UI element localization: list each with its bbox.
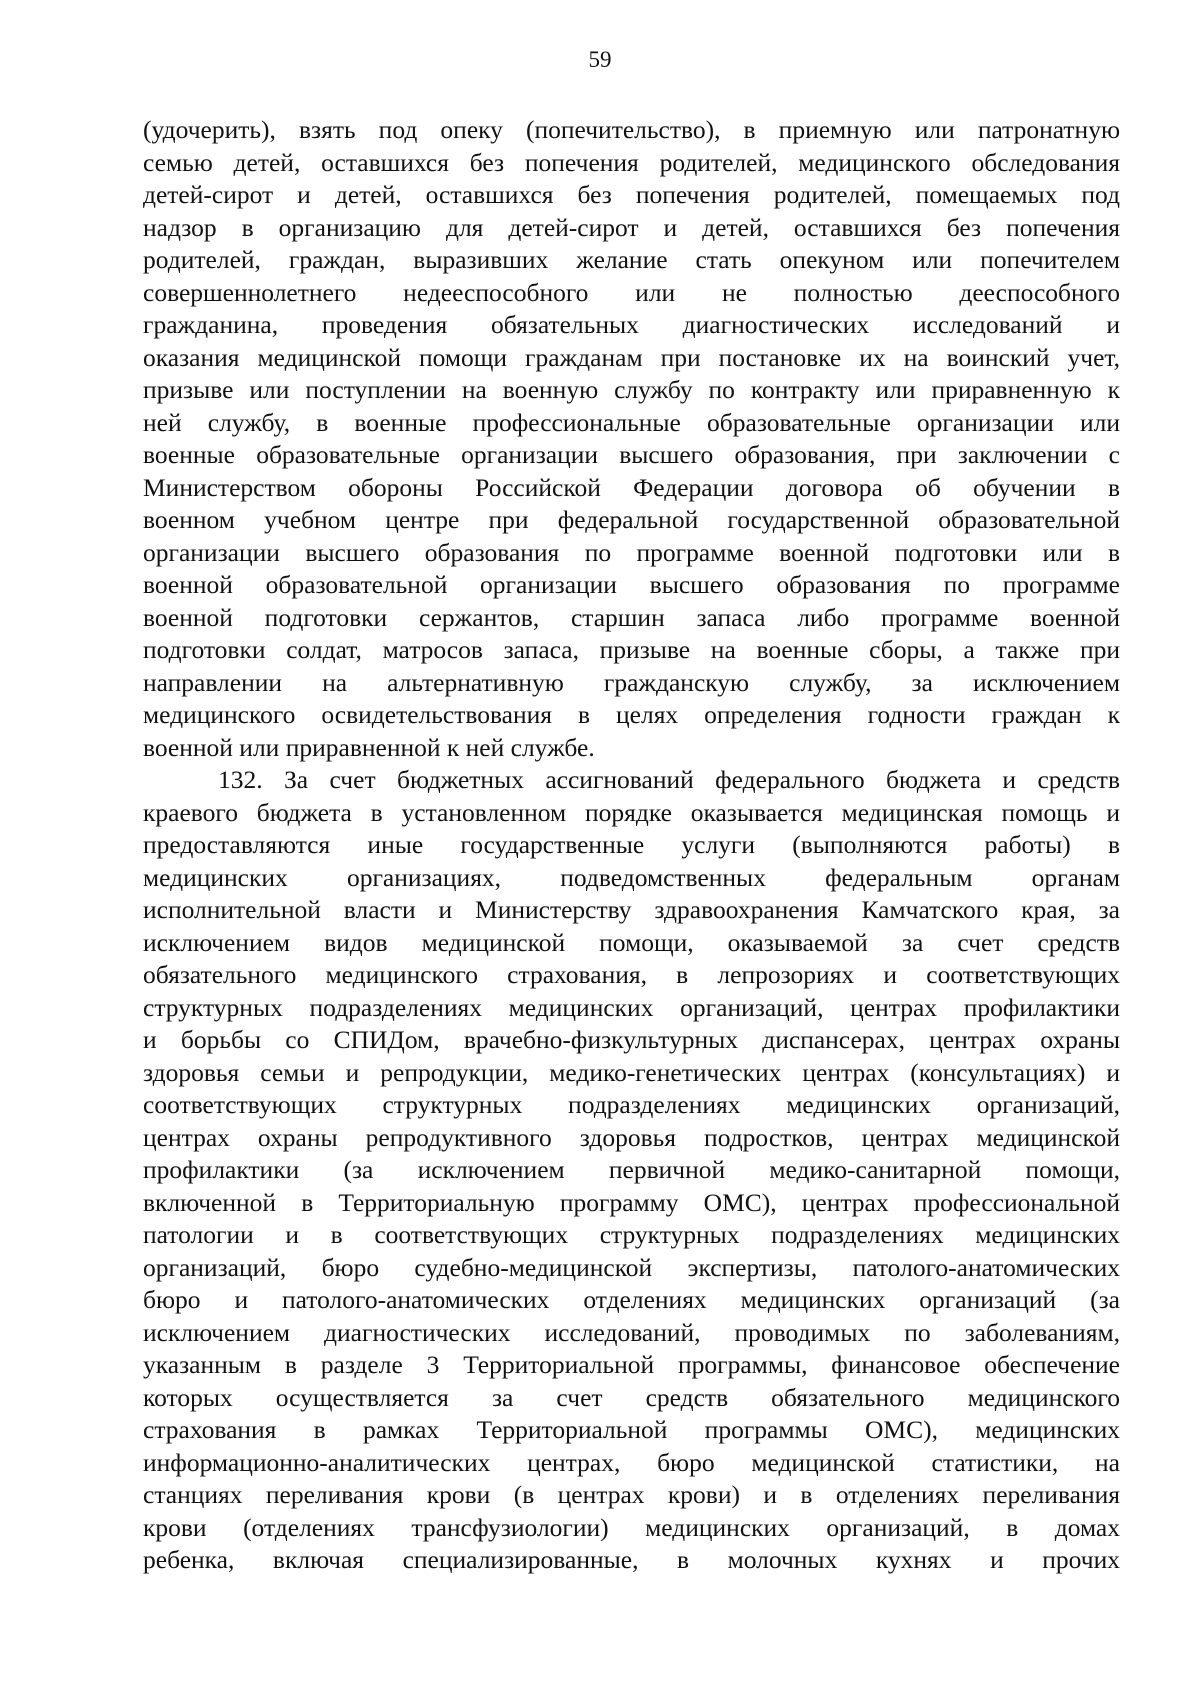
text-line: исключением видов медицинской помощи, оказываемой за счет средств [143,927,1120,957]
text-line: крови (отделениях трансфузиологии) медицинских организаций, в домах [143,1512,1120,1542]
text-line: здоровья семьи и репродукции, медико-генетических центрах (консультациях) и [143,1057,1120,1087]
text-line: структурных подразделениях медицинских организаций, центрах профилактики [143,992,1120,1022]
text-line: оказания медицинской помощи гражданам при постановке их на воинский учет, [143,342,1120,372]
text-line: страхования в рамках Территориальной программы ОМС), медицинских [143,1415,1120,1444]
text-line: которых осуществляется за счет средств обязательного медицинского [143,1382,1120,1412]
text-line: призыве или поступлении на военную службу по контракту или приравненную к [143,375,1120,404]
text-line: 132. За счет бюджетных ассигнований федерального бюджета и средств [218,765,1120,794]
text-line: военной образовательной организации высшего образования по программе [143,570,1120,599]
text-line: станциях переливания крови (в центрах крови) и в отделениях переливания [143,1480,1120,1509]
paragraph [143,114,1120,764]
page-number: 59 [588,47,612,72]
text-line: детей-сирот и детей, оставшихся без попечения родителей, помещаемых под [143,180,1120,209]
text-line: медицинских организациях, подведомственных федеральным органам [143,862,1120,892]
text-line: родителей, граждан, выразивших желание стать опекуном или попечителем [143,245,1120,274]
paragraph [143,764,1120,1577]
text-line: патологии и в соответствующих структурных подразделениях медицинских [143,1220,1120,1249]
text-line: обязательного медицинского страхования, в лепрозориях и соответствующих [143,960,1120,989]
text-line: и борьбы со СПИДом, врачебно-физкультурных диспансерах, центрах охраны [143,1025,1120,1054]
text-line: профилактики (за исключением первичной медико-санитарной помощи, [143,1155,1120,1184]
text-line: Министерством обороны Российской Федерации договора об обучении в [143,472,1120,502]
text-line: надзор в организацию для детей-сирот и детей, оставшихся без попечения [143,212,1120,242]
text-line: указанным в разделе 3 Территориальной программы, финансовое обеспечение [143,1350,1120,1379]
text-line: краевого бюджета в установленном порядке оказывается медицинская помощь и [143,797,1120,827]
text-line: исполнительной власти и Министерству здравоохранения Камчатского края, за [143,895,1120,924]
text-line: бюро и патолого-анатомических отделениях медицинских организаций (за [143,1285,1120,1314]
text-line: центрах охраны репродуктивного здоровья подростков, центрах медицинской [143,1122,1120,1152]
text-line: ребенка, включая специализированные, в молочных кухнях и прочих [143,1545,1120,1574]
text-line: военной подготовки сержантов, старшин запаса либо программе военной [143,602,1120,632]
text-line: военном учебном центре при федеральной государственной образовательной [143,505,1120,534]
text-line: соответствующих структурных подразделениях медицинских организаций, [143,1090,1120,1119]
text-line: военные образовательные организации высшего образования, при заключении с [143,440,1120,469]
text-line: направлении на альтернативную гражданскую службу, за исключением [143,667,1120,697]
text-line: военной или приравненной к ней службе. [143,732,595,762]
text-line: организации высшего образования по программе военной подготовки или в [143,537,1120,567]
text-line: информационно-аналитических центрах, бюро медицинской статистики, на [143,1447,1120,1477]
document-body [143,114,1120,1577]
text-line: включенной в Территориальную программу ОМС), центрах профессиональной [143,1187,1120,1217]
text-line: предоставляются иные государственные услуги (выполняются работы) в [143,830,1120,859]
text-line: гражданина, проведения обязательных диагностических исследований и [143,310,1120,339]
text-line: организаций, бюро судебно-медицинской экспертизы, патолого-анатомических [143,1252,1120,1282]
text-line: медицинского освидетельствования в целях определения годности граждан к [143,700,1120,729]
text-line: семью детей, оставшихся без попечения родителей, медицинского обследования [143,147,1120,177]
text-line: подготовки солдат, матросов запаса, призыве на военные сборы, а также при [143,635,1120,664]
text-line: исключением диагностических исследований, проводимых по заболеваниям, [143,1317,1120,1347]
text-line: ней службу, в военные профессиональные образовательные организации или [143,407,1120,437]
text-line: (удочерить), взять под опеку (попечительство), в приемную или патронатную [143,115,1120,144]
text-line: совершеннолетнего недееспособного или не полностью дееспособного [143,277,1120,307]
